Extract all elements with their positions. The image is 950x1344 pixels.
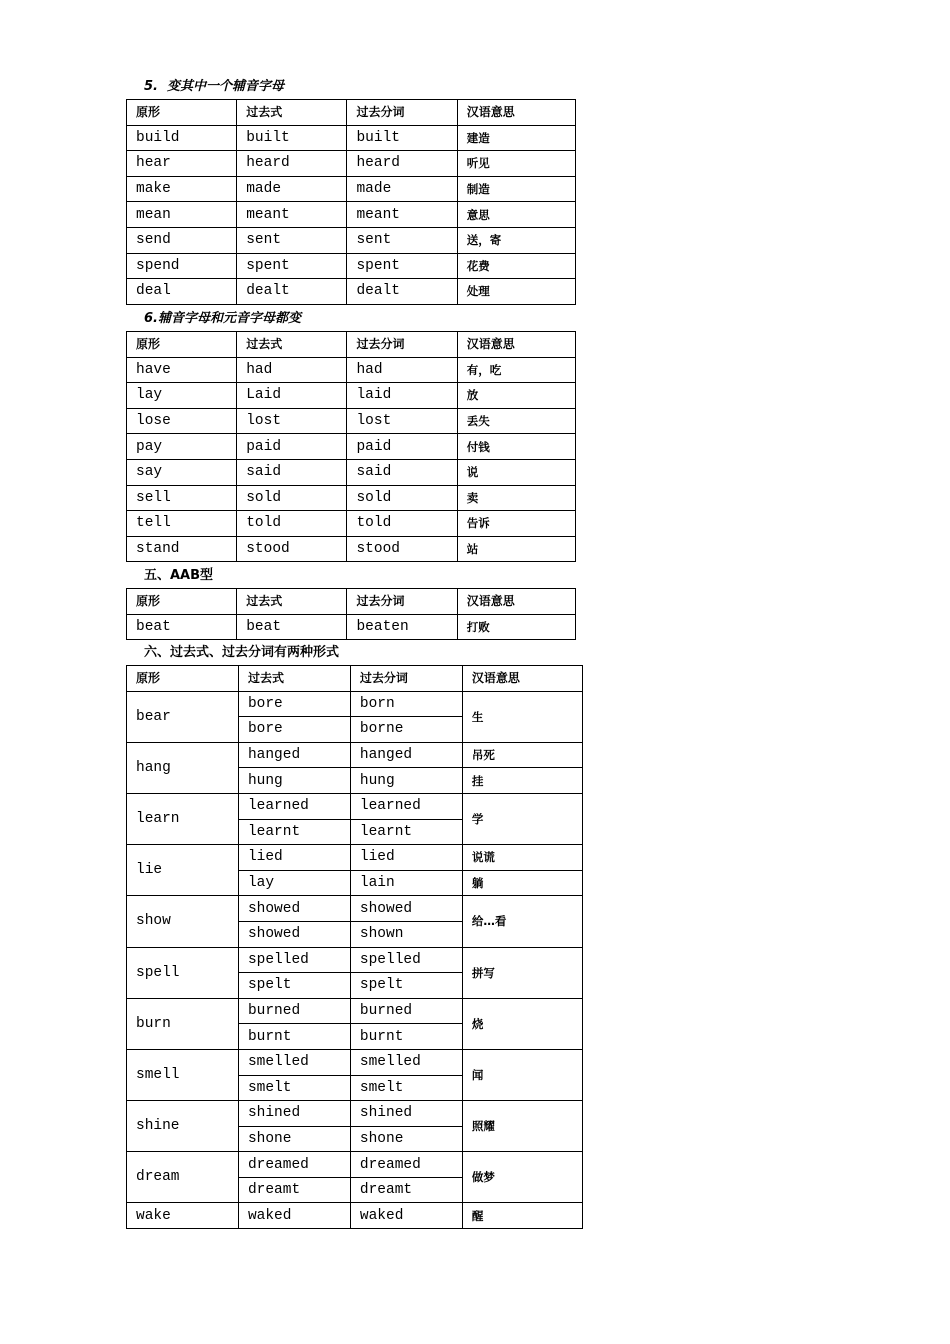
table-row (127, 1203, 583, 1229)
past-participle-cell: paid (347, 434, 457, 460)
base-form-cell: send (127, 227, 237, 253)
meaning-cell: 做梦 (462, 1152, 582, 1203)
column-header: 原形 (127, 666, 239, 692)
past-tense-cell: burned (238, 998, 350, 1024)
past-participle-cell: spelt (350, 973, 462, 999)
table-row (127, 151, 576, 177)
section-5-heading (144, 78, 284, 96)
base-form-cell: build (127, 125, 237, 151)
past-tense-cell: told (237, 511, 347, 537)
column-header: 过去式 (237, 332, 347, 358)
past-tense-cell: beat (237, 614, 347, 640)
table-row (127, 485, 576, 511)
base-form-cell: shine (127, 1101, 239, 1152)
past-participle-cell: borne (350, 717, 462, 743)
base-form-cell: bear (127, 691, 239, 742)
past-tense-cell: dealt (237, 279, 347, 305)
past-participle-cell: burned (350, 998, 462, 1024)
past-participle-cell: born (350, 691, 462, 717)
past-tense-cell: lied (238, 845, 350, 871)
past-participle-cell: learnt (350, 819, 462, 845)
meaning-cell: 送，寄 (457, 227, 575, 253)
meaning-cell: 处理 (457, 279, 575, 305)
column-header: 汉语意思 (457, 100, 575, 126)
table-consonant-vowel-change (126, 331, 576, 562)
column-header: 过去分词 (347, 589, 457, 615)
table-two-forms (126, 665, 583, 1229)
table-row (127, 125, 576, 151)
section-6-heading: 6.辅音字母和元音字母都变 (144, 311, 301, 326)
table-body (127, 589, 576, 640)
meaning-cell: 说谎 (462, 845, 582, 871)
table-row (127, 1049, 583, 1075)
base-form-cell: spend (127, 253, 237, 279)
meaning-cell: 有，吃 (457, 357, 575, 383)
past-participle-cell: smelled (350, 1049, 462, 1075)
section-5-number: 5. (144, 79, 158, 94)
table-row (127, 459, 576, 485)
past-tense-cell: shone (238, 1126, 350, 1152)
table-row (127, 434, 576, 460)
section-5-title: 变其中一个辅音字母 (167, 79, 285, 94)
table-row (127, 176, 576, 202)
base-form-cell: stand (127, 536, 237, 562)
meaning-cell: 吊死 (462, 742, 582, 768)
table-row (127, 896, 583, 922)
column-header: 过去分词 (350, 666, 462, 692)
past-participle-cell: hung (350, 768, 462, 794)
table-body (127, 332, 576, 562)
past-tense-cell: bore (238, 717, 350, 743)
past-participle-cell: dealt (347, 279, 457, 305)
column-header: 原形 (127, 332, 237, 358)
table-header-row (127, 589, 576, 615)
past-participle-cell: beaten (347, 614, 457, 640)
past-participle-cell: burnt (350, 1024, 462, 1050)
table-row (127, 998, 583, 1024)
base-form-cell: wake (127, 1203, 239, 1229)
column-header: 汉语意思 (457, 589, 575, 615)
table-header-row (127, 666, 583, 692)
past-tense-cell: spent (237, 253, 347, 279)
meaning-cell: 丢失 (457, 408, 575, 434)
base-form-cell: dream (127, 1152, 239, 1203)
past-tense-cell: dreamt (238, 1177, 350, 1203)
meaning-cell: 说 (457, 459, 575, 485)
base-form-cell: lose (127, 408, 237, 434)
past-tense-cell: Laid (237, 383, 347, 409)
column-header: 过去分词 (347, 100, 457, 126)
column-header: 过去式 (238, 666, 350, 692)
past-tense-cell: stood (237, 536, 347, 562)
column-header: 原形 (127, 589, 237, 615)
table-row (127, 1101, 583, 1127)
meaning-cell: 拼写 (462, 947, 582, 998)
table-row (127, 1152, 583, 1178)
base-form-cell: mean (127, 202, 237, 228)
base-form-cell: have (127, 357, 237, 383)
meaning-cell: 烧 (462, 998, 582, 1049)
past-tense-cell: said (237, 459, 347, 485)
meaning-cell: 听见 (457, 151, 575, 177)
table-row (127, 947, 583, 973)
table-header-row (127, 100, 576, 126)
past-participle-cell: waked (350, 1203, 462, 1229)
past-tense-cell: spelt (238, 973, 350, 999)
past-tense-cell: sent (237, 227, 347, 253)
table-row (127, 536, 576, 562)
meaning-cell: 制造 (457, 176, 575, 202)
past-participle-cell: heard (347, 151, 457, 177)
past-participle-cell: shown (350, 921, 462, 947)
past-participle-cell: dreamt (350, 1177, 462, 1203)
meaning-cell: 卖 (457, 485, 575, 511)
table-body (127, 100, 576, 305)
column-header: 汉语意思 (462, 666, 582, 692)
base-form-cell: learn (127, 793, 239, 844)
past-participle-cell: smelt (350, 1075, 462, 1101)
past-tense-cell: made (237, 176, 347, 202)
past-tense-cell: paid (237, 434, 347, 460)
base-form-cell: tell (127, 511, 237, 537)
past-participle-cell: learned (350, 793, 462, 819)
meaning-cell: 告诉 (457, 511, 575, 537)
table-row (127, 845, 583, 871)
meaning-cell: 学 (462, 793, 582, 844)
past-participle-cell: made (347, 176, 457, 202)
meaning-cell: 醒 (462, 1203, 582, 1229)
past-tense-cell: spelled (238, 947, 350, 973)
meaning-cell: 放 (457, 383, 575, 409)
past-participle-cell: laid (347, 383, 457, 409)
past-tense-cell: shined (238, 1101, 350, 1127)
base-form-cell: deal (127, 279, 237, 305)
base-form-cell: show (127, 896, 239, 947)
past-tense-cell: built (237, 125, 347, 151)
meaning-cell: 站 (457, 536, 575, 562)
past-tense-cell: lay (238, 870, 350, 896)
past-tense-cell: waked (238, 1203, 350, 1229)
base-form-cell: burn (127, 998, 239, 1049)
base-form-cell: say (127, 459, 237, 485)
meaning-cell: 付钱 (457, 434, 575, 460)
base-form-cell: hear (127, 151, 237, 177)
table-row (127, 227, 576, 253)
past-participle-cell: shined (350, 1101, 462, 1127)
table-row (127, 408, 576, 434)
table-row (127, 202, 576, 228)
past-tense-cell: bore (238, 691, 350, 717)
table-aab (126, 588, 576, 640)
meaning-cell: 躺 (462, 870, 582, 896)
past-tense-cell: showed (238, 896, 350, 922)
column-header: 原形 (127, 100, 237, 126)
table-row (127, 279, 576, 305)
past-participle-cell: shone (350, 1126, 462, 1152)
past-participle-cell: lied (350, 845, 462, 871)
meaning-cell: 照耀 (462, 1101, 582, 1152)
past-participle-cell: told (347, 511, 457, 537)
past-participle-cell: stood (347, 536, 457, 562)
base-form-cell: lie (127, 845, 239, 896)
base-form-cell: make (127, 176, 237, 202)
base-form-cell: hang (127, 742, 239, 793)
past-participle-cell: sent (347, 227, 457, 253)
base-form-cell: spell (127, 947, 239, 998)
table-header-row (127, 332, 576, 358)
column-header: 汉语意思 (457, 332, 575, 358)
section-aab-heading: 五、AAB型 (144, 568, 214, 583)
base-form-cell: smell (127, 1049, 239, 1100)
past-participle-cell: built (347, 125, 457, 151)
table-row (127, 383, 576, 409)
past-tense-cell: smelt (238, 1075, 350, 1101)
past-participle-cell: said (347, 459, 457, 485)
past-participle-cell: had (347, 357, 457, 383)
past-tense-cell: hanged (238, 742, 350, 768)
past-tense-cell: learned (238, 793, 350, 819)
table-row (127, 793, 583, 819)
section-two-forms-heading: 六、过去式、过去分词有两种形式 (144, 645, 340, 660)
meaning-cell: 建造 (457, 125, 575, 151)
column-header: 过去式 (237, 100, 347, 126)
past-participle-cell: sold (347, 485, 457, 511)
table-consonant-change (126, 99, 576, 305)
past-tense-cell: smelled (238, 1049, 350, 1075)
table-row (127, 742, 583, 768)
past-tense-cell: sold (237, 485, 347, 511)
past-tense-cell: hung (238, 768, 350, 794)
past-participle-cell: lost (347, 408, 457, 434)
table-row (127, 614, 576, 640)
past-participle-cell: showed (350, 896, 462, 922)
past-tense-cell: learnt (238, 819, 350, 845)
table-row (127, 691, 583, 717)
column-header: 过去式 (237, 589, 347, 615)
meaning-cell: 给…看 (462, 896, 582, 947)
meaning-cell: 意思 (457, 202, 575, 228)
past-tense-cell: had (237, 357, 347, 383)
meaning-cell: 挂 (462, 768, 582, 794)
meaning-cell: 花费 (457, 253, 575, 279)
past-participle-cell: hanged (350, 742, 462, 768)
table-row (127, 253, 576, 279)
past-tense-cell: heard (237, 151, 347, 177)
past-tense-cell: meant (237, 202, 347, 228)
meaning-cell: 生 (462, 691, 582, 742)
past-participle-cell: lain (350, 870, 462, 896)
table-body (127, 666, 583, 1229)
meaning-cell: 打败 (457, 614, 575, 640)
past-tense-cell: burnt (238, 1024, 350, 1050)
past-participle-cell: spent (347, 253, 457, 279)
table-row (127, 357, 576, 383)
past-participle-cell: dreamed (350, 1152, 462, 1178)
meaning-cell: 闻 (462, 1049, 582, 1100)
base-form-cell: sell (127, 485, 237, 511)
past-participle-cell: spelled (350, 947, 462, 973)
past-tense-cell: dreamed (238, 1152, 350, 1178)
column-header: 过去分词 (347, 332, 457, 358)
past-tense-cell: showed (238, 921, 350, 947)
base-form-cell: pay (127, 434, 237, 460)
table-row (127, 511, 576, 537)
base-form-cell: beat (127, 614, 237, 640)
past-participle-cell: meant (347, 202, 457, 228)
past-tense-cell: lost (237, 408, 347, 434)
base-form-cell: lay (127, 383, 237, 409)
